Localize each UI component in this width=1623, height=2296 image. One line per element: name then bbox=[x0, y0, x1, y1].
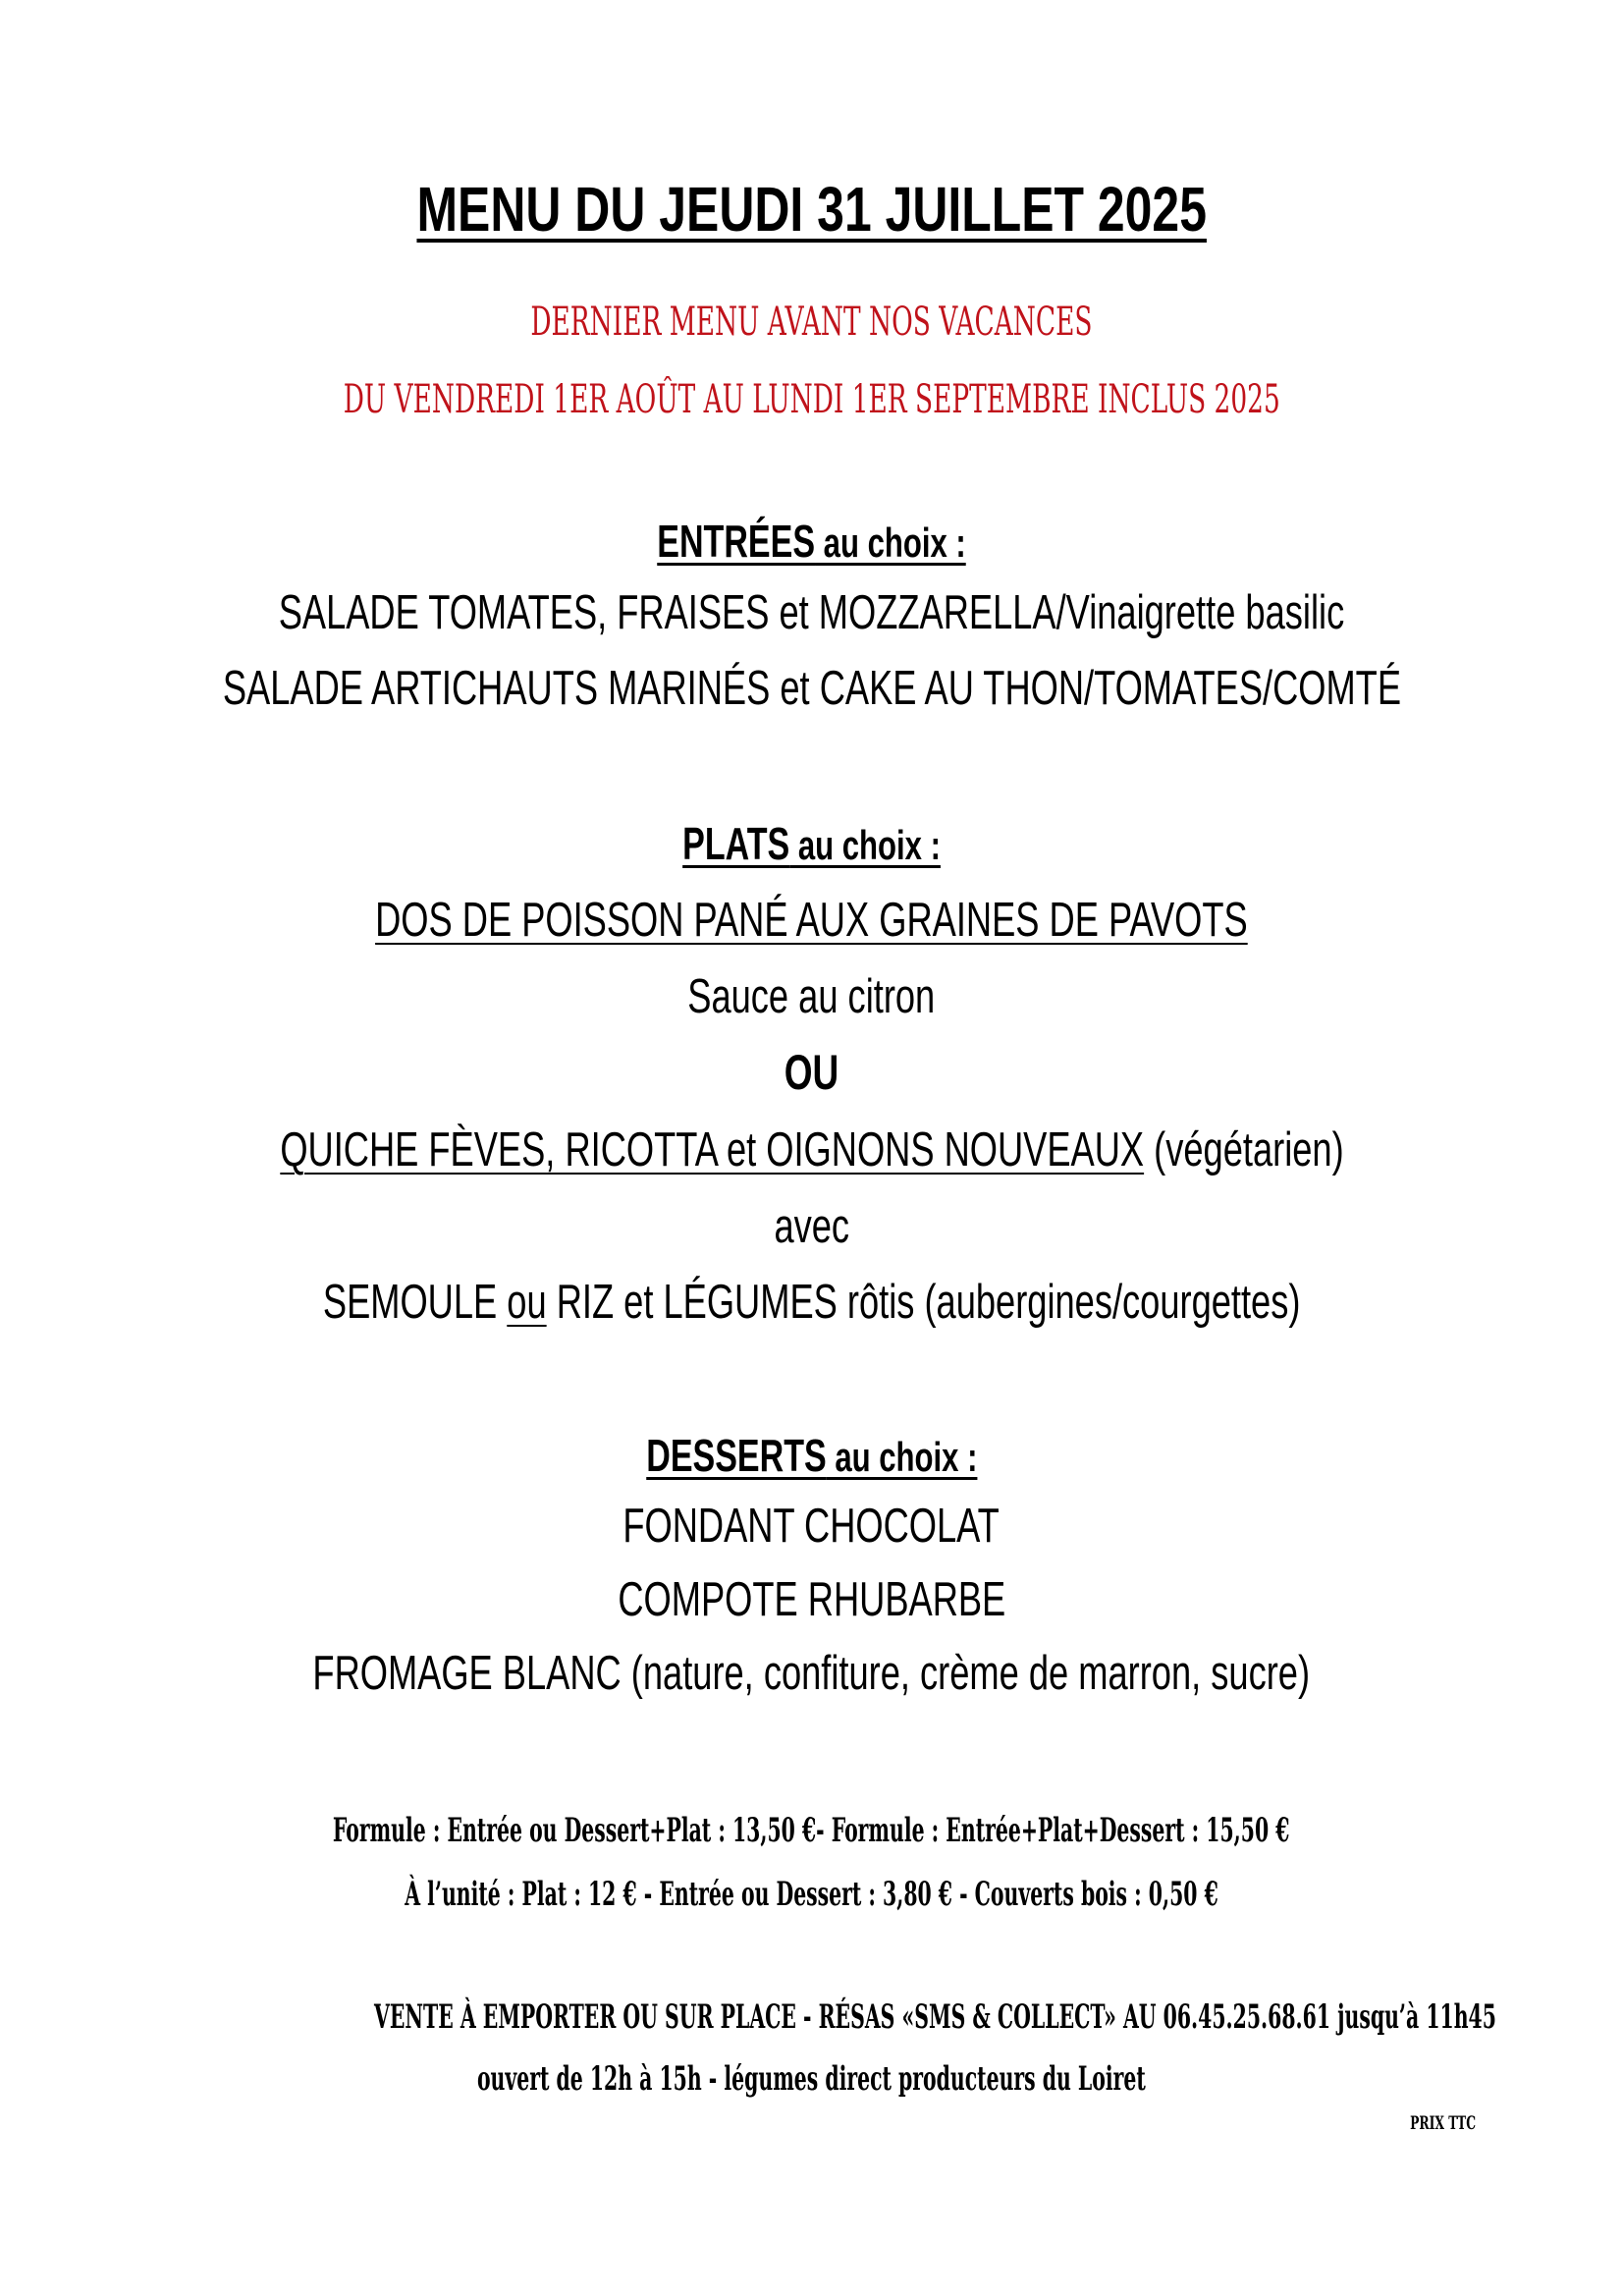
vacation-notice-line-1 bbox=[0, 300, 1623, 345]
plat-side-ou: ou bbox=[507, 1276, 547, 1329]
pricing-text-1: Formule : Entrée ou Dessert+Plat : 13,50 €- Formule : Entrée+Plat+Dessert : 15,50 € bbox=[333, 1811, 1290, 1850]
plat-dish-2-text: QUICHE FÈVES, RICOTTA et OIGNONS NOUVEAUX bbox=[279, 1123, 1144, 1176]
entrees-heading-suffix: au choix : bbox=[815, 519, 966, 566]
pricing-line-2 bbox=[0, 1875, 1623, 1914]
dessert-item bbox=[0, 1499, 1623, 1554]
plat-dish-2 bbox=[0, 1122, 1623, 1177]
plat-separator bbox=[0, 1044, 1623, 1101]
vacation-notice-text-1: DERNIER MENU AVANT NOS VACANCES bbox=[530, 300, 1093, 345]
plat-dish-1 bbox=[0, 893, 1623, 948]
plat-avec-text: avec bbox=[774, 1200, 849, 1253]
dessert-item bbox=[0, 1572, 1623, 1627]
plat-dish-1-sauce bbox=[0, 969, 1623, 1024]
info-line-1 bbox=[0, 1997, 1623, 2037]
plat-separator-text: OU bbox=[784, 1045, 839, 1100]
desserts-heading-suffix: au choix : bbox=[826, 1434, 978, 1480]
dessert-item-text-1: FONDANT CHOCOLAT bbox=[622, 1500, 1001, 1553]
pricing-line-1 bbox=[0, 1811, 1623, 1850]
vacation-notice-text-2: DU VENDREDI 1ER AOÛT AU LUNDI 1ER SEPTEMBRE INCLUS 2025 bbox=[343, 377, 1280, 422]
vacation-notice-line-2 bbox=[0, 377, 1623, 422]
plat-side-part-1: SEMOULE bbox=[322, 1276, 508, 1329]
plat-dish-2-note: (végétarien) bbox=[1143, 1123, 1344, 1176]
info-line-2 bbox=[0, 2059, 1623, 2099]
plat-side bbox=[0, 1275, 1623, 1330]
entrees-heading-label: ENTRÉES bbox=[657, 516, 816, 567]
entree-item-text-2: SALADE ARTICHAUTS MARINÉS et CAKE AU THON/TOMATES/COMTÉ bbox=[222, 662, 1401, 715]
prix-ttc-footnote bbox=[1375, 2112, 1476, 2134]
info-text-2: ouvert de 12h à 15h - légumes direct producteurs du Loiret bbox=[477, 2059, 1146, 2099]
menu-title bbox=[0, 173, 1623, 246]
desserts-heading-label: DESSERTS bbox=[645, 1430, 827, 1481]
plat-dish-1-text: DOS DE POISSON PANÉ AUX GRAINES DE PAVOTS bbox=[375, 894, 1248, 947]
entree-item bbox=[0, 661, 1623, 716]
dessert-item-text-3: FROMAGE BLANC (nature, confiture, crème de marron, sucre) bbox=[312, 1647, 1311, 1700]
plat-side-part-2: RIZ et LÉGUMES rôtis (aubergines/courgettes) bbox=[546, 1276, 1301, 1329]
menu-title-text: MENU DU JEUDI 31 JUILLET 2025 bbox=[416, 174, 1207, 245]
plats-heading-label: PLATS bbox=[682, 818, 790, 869]
plat-avec bbox=[0, 1199, 1623, 1254]
plats-heading-suffix: au choix : bbox=[789, 822, 941, 868]
entree-item-text-1: SALADE TOMATES, FRAISES et MOZZARELLA/Vinaigrette basilic bbox=[278, 586, 1345, 639]
prix-ttc-text: PRIX TTC bbox=[1410, 2112, 1476, 2134]
entree-item bbox=[0, 585, 1623, 640]
desserts-heading bbox=[0, 1429, 1623, 1482]
pricing-text-2: À l’unité : Plat : 12 € - Entrée ou Dessert : 3,80 € - Couverts bois : 0,50 € bbox=[405, 1875, 1218, 1914]
plats-heading bbox=[0, 817, 1623, 870]
info-text-1: VENTE À EMPORTER OU SUR PLACE - RÉSAS «SMS & COLLECT» AU 06.45.25.68.61 jusqu’à 11h45 bbox=[373, 1997, 1496, 2037]
dessert-item-text-2: COMPOTE RHUBARBE bbox=[618, 1573, 1005, 1626]
plat-dish-1-sauce-text: Sauce au citron bbox=[687, 970, 936, 1023]
entrees-heading bbox=[0, 515, 1623, 568]
dessert-item bbox=[0, 1646, 1623, 1701]
